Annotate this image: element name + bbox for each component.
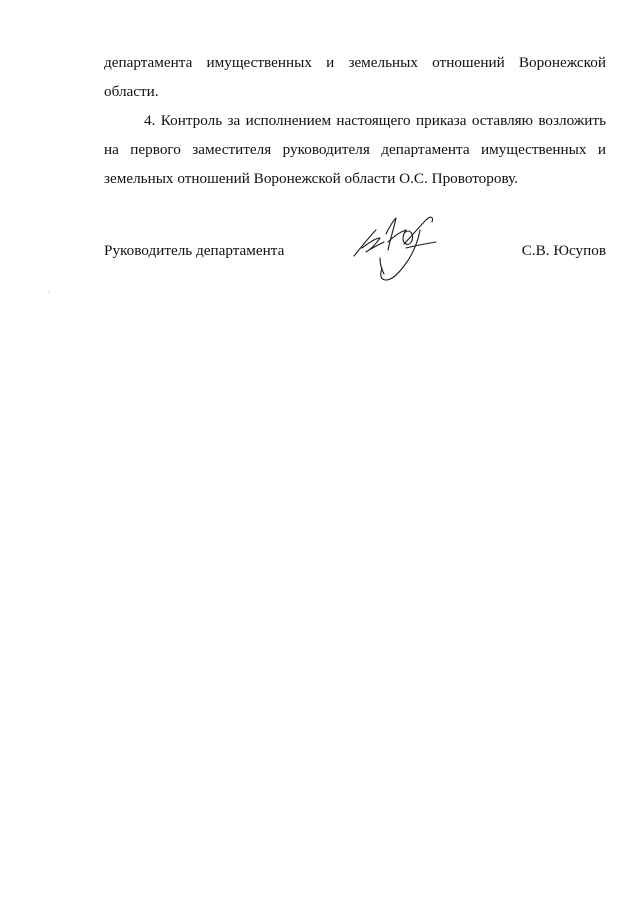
signatory-name: С.В. Юсупов (521, 242, 606, 259)
paragraph-continuation (104, 48, 606, 106)
scan-artifact (48, 292, 49, 293)
position-title: Руководитель департамента (104, 242, 285, 259)
paragraph-line: 4. Контроль за исполнением настоящего приказа оставляю возложить (144, 112, 606, 129)
paragraph-4 (104, 106, 606, 193)
paragraph-line: на первого заместителя руководителя департамента имущественных и (104, 141, 606, 158)
paragraph-line: земельных отношений Воронежской области О.С. Провоторову. (104, 170, 518, 187)
paragraph-line: области. (104, 83, 159, 100)
handwritten-signature (340, 208, 450, 288)
paragraph-line: департамента имущественных и земельных отношений Воронежской (104, 54, 606, 71)
